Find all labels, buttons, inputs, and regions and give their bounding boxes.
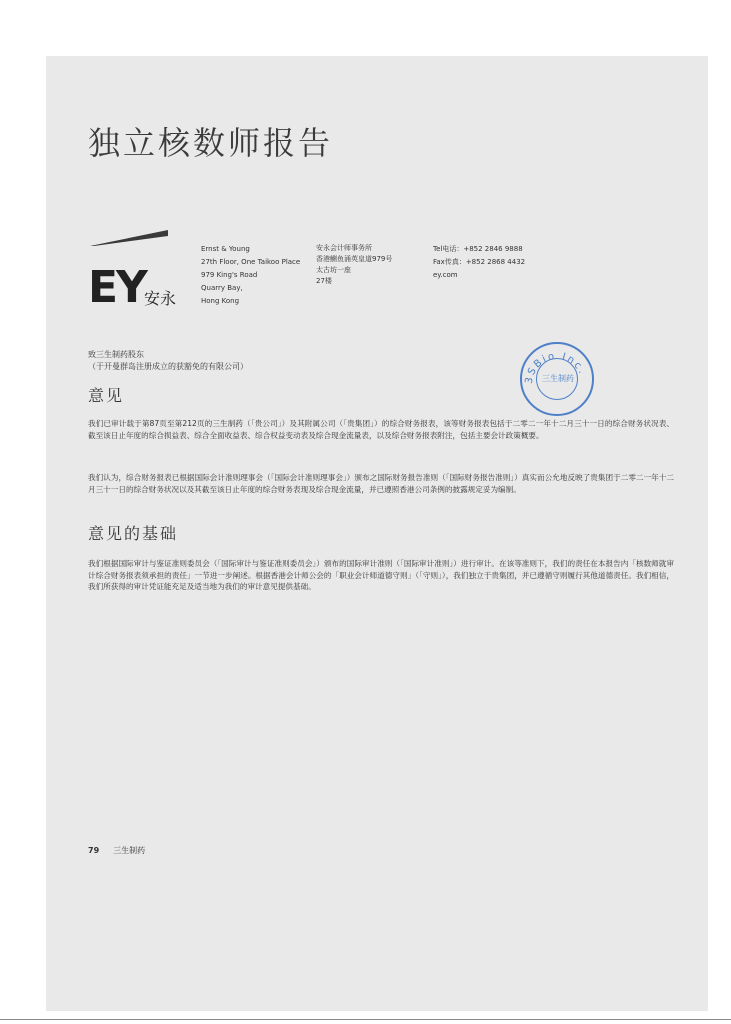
address-line: 安永会计师事务所 [316,244,372,252]
address-line: Quarry Bay, [201,284,243,292]
address-line: Ernst & Young [201,245,250,253]
section-heading-basis: 意见的基础 [88,524,179,543]
fax-line: Fax传真：+852 2868 4432 [433,258,526,266]
address-line: 27th Floor, One Taikoo Place [201,258,301,266]
svg-text:3SBio Inc.: 3SBio Inc. [523,350,588,385]
seal-center-text: 三生制药 [542,374,574,383]
paragraph: 我们认为，综合财务报表已根据国际会计准则理事会（「国际会计准则理事会」）颁布之国际财务报告准则（「国际财务报告准则」）真实而公允地反映了贵集团于二零二一年十二月三十一日的综合财务状况以及其截至该日止年度的综合财务表现及综合现金流量，并已遵照香港公司条例的披露规定妥为编制。 [88,473,674,494]
addressee [88,349,248,373]
footer-company: 三生制药 [113,846,146,855]
paragraph: 我们已审计载于第87页至第212页的三生制药（「贵公司」）及其附属公司（「贵集团」）的综合财务报表，该等财务报表包括于二零二一年十二月三十一日的综合财务状况表、截至该日止年度的综合损益表、综合全面收益表、综合权益变动表及综合现金流量表，以及综合财务报表附注，包括主要会计政策概要。 [88,419,674,440]
page-footer [88,845,145,856]
report-title: 独立核数师报告 [88,124,334,162]
ey-brand-cn: 安永 [144,289,177,308]
website-line: ey.com [433,271,458,279]
contact-block [433,243,525,282]
address-line: Hong Kong [201,297,240,305]
addressee-line: （于开曼群岛注册成立的获豁免的有限公司） [88,362,248,371]
page-number: 79 [88,846,100,855]
addressee-line: 致三生制药股东 [88,350,144,359]
address-line: 太古坊一座 [316,266,351,274]
page-edge-line [0,1019,731,1020]
section-heading-opinion: 意见 [88,386,125,405]
ey-beam-icon [90,230,168,246]
address-line: 香港鰂鱼涌英皇道979号 [316,255,393,263]
address-chinese [316,243,392,287]
ey-logo [86,226,196,316]
address-english [201,243,300,308]
address-line: 27楼 [316,277,332,285]
tel-line: Tel电话：+852 2846 9888 [433,245,523,253]
ey-brand-text: EY [88,262,146,313]
paragraph: 我们根据国际审计与鉴证准则委员会（「国际审计与鉴证准则委员会」）颁布的国际审计准则（「国际审计准则」）进行审计。在该等准则下，我们的责任在本报告内「核数师就审计综合财务报表须承担的责任」一节进一步阐述。根据香港会计师公会的「职业会计师道德守则」（「守则」），我们独立于贵集团，并已遵循守则履行其他道德责任。我们相信，我们所获得的审计凭证能充足及适当地为我们的审计意见提供基础。 [88,559,674,591]
address-line: 979 King's Road [201,271,258,279]
company-seal [520,342,594,416]
